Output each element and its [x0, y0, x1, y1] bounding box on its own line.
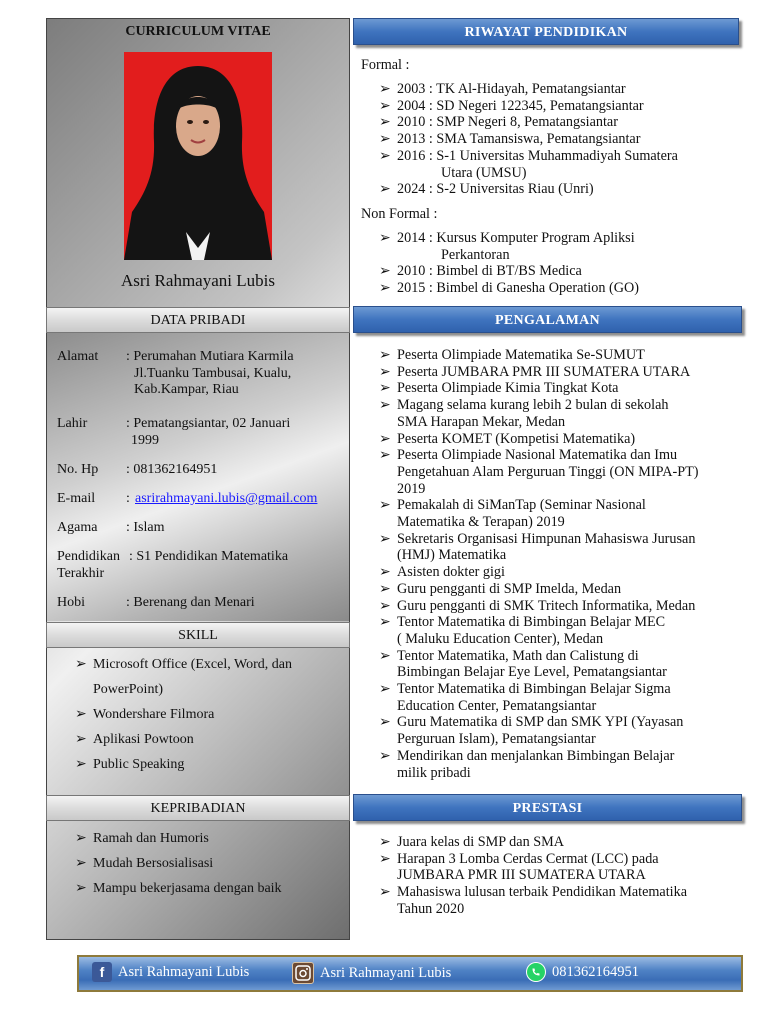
list-item: Education Center, Pematangsiantar: [397, 697, 597, 714]
alamat-line-3: Kab.Kampar, Riau: [134, 382, 239, 397]
arrow-bullet-icon: ➢: [75, 707, 87, 722]
pendidikan-value: : S1 Pendidikan Matematika: [129, 549, 289, 564]
arrow-bullet-icon: ➢: [379, 430, 391, 447]
alamat-value: : Perumahan Mutiara Karmila: [126, 349, 294, 364]
alamat-line-2: Jl.Tuanku Tambusai, Kualu,: [134, 366, 292, 381]
lahir-line-2: 1999: [131, 433, 159, 448]
arrow-bullet-icon: ➢: [379, 714, 391, 731]
list-item: Matematika & Terapan) 2019: [397, 514, 565, 531]
prestasi-heading: PRESTASI: [353, 794, 742, 821]
list-item: Utara (UMSU): [441, 164, 527, 181]
data-pribadi-heading: DATA PRIBADI: [46, 307, 350, 333]
list-item: (HMJ) Matematika: [397, 547, 507, 564]
list-item: ➢ Harapan 3 Lomba Cerdas Cermat (LCC) pada: [379, 850, 659, 867]
hp-label: No. Hp: [57, 462, 99, 477]
arrow-bullet-icon: ➢: [75, 831, 87, 846]
arrow-bullet-icon: ➢: [379, 834, 391, 850]
list-item: ➢ Peserta Olimpiade Matematika Se-SUMUT: [379, 347, 645, 363]
arrow-bullet-icon: ➢: [379, 614, 391, 631]
skill-heading: SKILL: [46, 622, 350, 648]
riwayat-pendidikan-heading: RIWAYAT PENDIDIKAN: [353, 18, 739, 45]
person-name: Asri Rahmayani Lubis: [121, 271, 275, 290]
arrow-bullet-icon: ➢: [75, 856, 87, 871]
hobi-label: Hobi: [57, 595, 85, 610]
list-item: ➢ 2004 : SD Negeri 122345, Pematangsiantar: [379, 97, 644, 114]
list-item: ➢ Ramah dan Humoris: [75, 826, 340, 851]
whatsapp-number: 081362164951: [552, 963, 639, 980]
list-item: ➢ 2024 : S-2 Universitas Riau (Unri): [379, 181, 594, 198]
arrow-bullet-icon: ➢: [75, 881, 87, 896]
list-item: ➢ 2010 : Bimbel di BT/BS Medica: [379, 263, 582, 280]
arrow-bullet-icon: ➢: [379, 884, 391, 901]
arrow-bullet-icon: ➢: [379, 647, 391, 664]
list-item: JUMBARA PMR III SUMATERA UTARA: [397, 867, 646, 884]
whatsapp-icon: [526, 962, 546, 982]
list-item: SMA Harapan Mekar, Medan: [397, 413, 566, 430]
list-item: ➢ Mudah Bersosialisasi: [75, 851, 340, 876]
list-item: ➢ Tentor Matematika di Bimbingan Belajar MEC: [379, 614, 666, 631]
list-item: ➢ Peserta JUMBARA PMR III SUMATERA UTARA: [379, 363, 691, 380]
list-item: ➢ Peserta KOMET (Kompetisi Matematika): [379, 430, 636, 447]
profile-photo: [124, 52, 272, 260]
list-item: ➢ Public Speaking: [75, 752, 340, 777]
arrow-bullet-icon: ➢: [379, 397, 391, 414]
list-item: ➢ 2003 : TK Al-Hidayah, Pematangsiantar: [379, 81, 626, 97]
list-item: ➢ Aplikasi Powtoon: [75, 727, 340, 752]
pengalaman-list: [379, 347, 749, 781]
list-item: ➢ Pemakalah di SiManTap (Seminar Nasional: [379, 497, 646, 514]
arrow-bullet-icon: ➢: [379, 147, 391, 164]
hobi-value: : Berenang dan Menari: [126, 595, 255, 610]
list-item: milik pribadi: [397, 764, 471, 781]
pengalaman-heading: PENGALAMAN: [353, 306, 742, 333]
footer-instagram[interactable]: [292, 962, 451, 984]
arrow-bullet-icon: ➢: [379, 580, 391, 597]
list-item: Perkantoran: [441, 246, 510, 263]
footer-facebook[interactable]: [92, 962, 249, 982]
arrow-bullet-icon: ➢: [379, 447, 391, 464]
formal-label: Formal :: [361, 57, 410, 73]
pendidikan-line-2: Terakhir: [57, 566, 105, 581]
list-item: ➢ 2015 : Bimbel di Ganesha Operation (GO): [379, 280, 639, 297]
arrow-bullet-icon: ➢: [379, 530, 391, 547]
list-item: Tahun 2020: [397, 900, 465, 917]
list-item: ➢ 2013 : SMA Tamansiswa, Pematangsiantar: [379, 131, 641, 148]
list-item: ➢ Microsoft Office (Excel, Word, dan: [75, 652, 340, 677]
email-label: E-mail: [57, 491, 96, 506]
list-item: ➢ 2014 : Kursus Komputer Program Apliksi: [379, 230, 635, 246]
hp-value: : 081362164951: [126, 462, 218, 477]
arrow-bullet-icon: ➢: [379, 747, 391, 764]
list-item: ➢ Magang selama kurang lebih 2 bulan di sekolah: [379, 397, 669, 414]
arrow-bullet-icon: ➢: [379, 131, 391, 148]
arrow-bullet-icon: ➢: [379, 97, 391, 114]
arrow-bullet-icon: ➢: [379, 181, 391, 198]
list-item: ( Maluku Education Center), Medan: [397, 630, 604, 647]
list-item: PowerPoint): [93, 682, 163, 697]
list-item: Pengetahuan Alam Perguruan Tinggi (ON MIPA-PT): [397, 463, 699, 480]
footer-whatsapp[interactable]: [526, 962, 639, 982]
nonformal-label: Non Formal :: [361, 206, 438, 222]
email-colon: :: [126, 491, 130, 506]
list-item: Bimbingan Belajar Eye Level, Pematangsiantar: [397, 664, 667, 681]
list-item: ➢ Mahasiswa lulusan terbaik Pendidikan Matematika: [379, 884, 687, 901]
skill-list: [75, 652, 340, 777]
arrow-bullet-icon: ➢: [379, 114, 391, 131]
list-item: ➢ 2010 : SMP Negeri 8, Pematangsiantar: [379, 114, 618, 131]
list-item: ➢ Guru pengganti di SMK Tritech Informatika, Medan: [379, 597, 696, 614]
agama-label: Agama: [57, 520, 98, 535]
list-item: Perguruan Islam), Pematangsiantar: [397, 731, 596, 748]
arrow-bullet-icon: ➢: [75, 757, 87, 772]
list-item: ➢ Sekretaris Organisasi Himpunan Mahasiswa Jurusan: [379, 530, 696, 547]
list-item: ➢ Guru pengganti di SMP Imelda, Medan: [379, 580, 622, 597]
list-item: ➢ Peserta Olimpiade Nasional Matematika dan Imu: [379, 447, 678, 464]
facebook-icon: f: [92, 962, 112, 982]
arrow-bullet-icon: ➢: [379, 497, 391, 514]
formal-list: [379, 81, 739, 198]
facebook-name: Asri Rahmayani Lubis: [118, 963, 250, 980]
arrow-bullet-icon: ➢: [379, 230, 391, 246]
list-item: ➢ Tentor Matematika di Bimbingan Belajar Sigma: [379, 681, 671, 698]
instagram-name: Asri Rahmayani Lubis: [320, 964, 452, 981]
list-item: ➢ Peserta Olimpiade Kimia Tingkat Kota: [379, 380, 619, 397]
arrow-bullet-icon: ➢: [75, 732, 87, 747]
arrow-bullet-icon: ➢: [75, 657, 87, 672]
list-item: 2019: [397, 480, 426, 497]
list-item: ➢ Mendirikan dan menjalankan Bimbingan Belajar: [379, 747, 675, 764]
lahir-label: Lahir: [57, 416, 88, 431]
arrow-bullet-icon: ➢: [379, 681, 391, 698]
alamat-label: Alamat: [57, 349, 99, 364]
list-item: ➢ Mampu bekerjasama dengan baik: [75, 876, 340, 901]
arrow-bullet-icon: ➢: [379, 850, 391, 867]
arrow-bullet-icon: ➢: [379, 380, 391, 397]
pendidikan-label: Pendidikan: [57, 549, 120, 564]
list-item: ➢ Wondershare Filmora: [75, 702, 340, 727]
list-item: ➢ 2016 : S-1 Universitas Muhammadiyah Sumatera: [379, 147, 678, 164]
arrow-bullet-icon: ➢: [379, 263, 391, 280]
agama-value: : Islam: [126, 520, 165, 535]
arrow-bullet-icon: ➢: [379, 597, 391, 614]
arrow-bullet-icon: ➢: [379, 347, 391, 363]
arrow-bullet-icon: ➢: [379, 81, 391, 97]
prestasi-list: [379, 834, 749, 918]
kepribadian-list: [75, 826, 340, 901]
nonformal-list: [379, 230, 739, 297]
kepribadian-heading: KEPRIBADIAN: [46, 795, 350, 821]
arrow-bullet-icon: ➢: [379, 280, 391, 297]
email-link[interactable]: asrirahmayani.lubis@gmail.com: [135, 491, 318, 506]
list-item: ➢ Asisten dokter gigi: [379, 564, 505, 581]
instagram-icon: [292, 962, 314, 984]
arrow-bullet-icon: ➢: [379, 363, 391, 380]
list-item: ➢ Juara kelas di SMP dan SMA: [379, 834, 564, 850]
arrow-bullet-icon: ➢: [379, 564, 391, 581]
list-item: ➢ Guru Matematika di SMP dan SMK YPI (Yayasan: [379, 714, 684, 731]
cv-title: CURRICULUM VITAE: [125, 24, 271, 39]
list-item: ➢ Tentor Matematika, Math dan Calistung di: [379, 647, 639, 664]
lahir-value: : Pematangsiantar, 02 Januari: [126, 416, 291, 431]
